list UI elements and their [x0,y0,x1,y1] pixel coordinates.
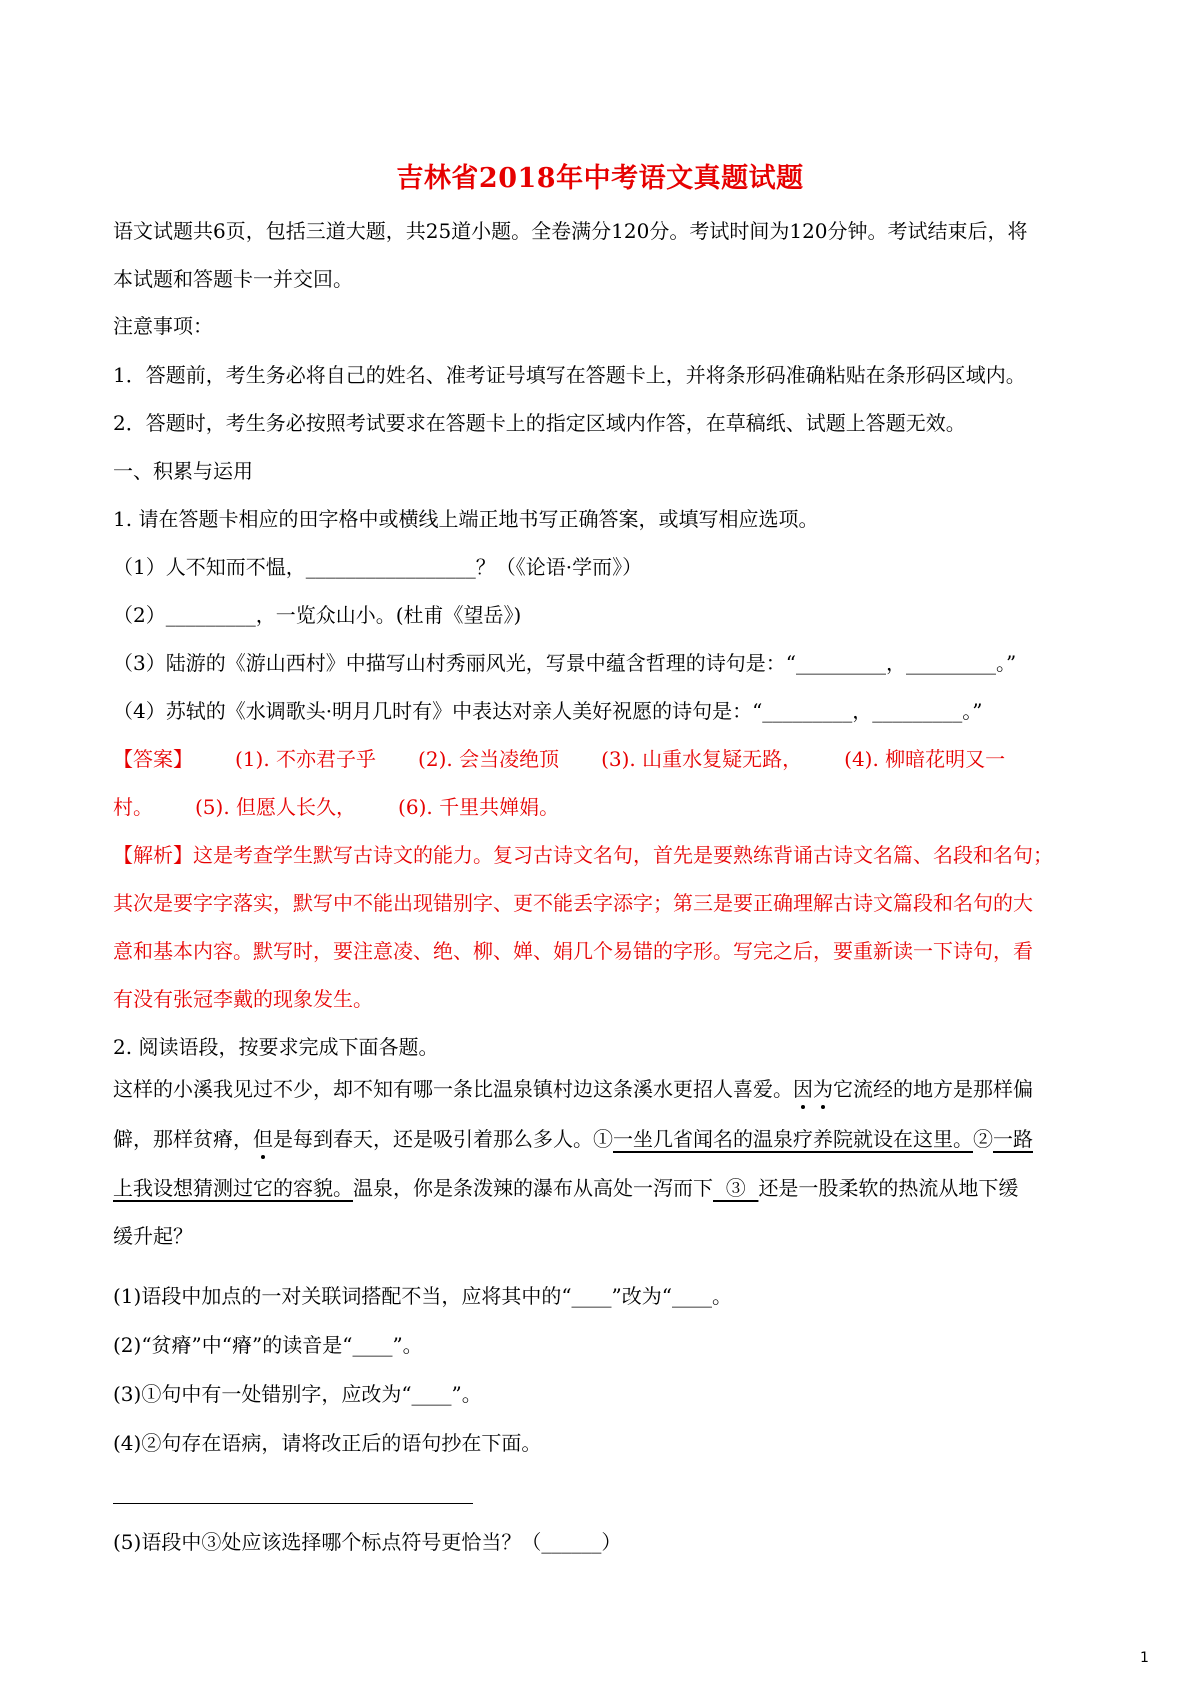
answer-line [113,1503,473,1504]
q1-sub-1: （1）人不知而不愠，_________________？（《论语·学而》） [113,555,643,579]
passage-text: 还是一股柔软的热流从地下缓 [758,1176,1019,1200]
analysis-line-2: 其次是要字字落实，默写中不能出现错别字、更不能丢字添字；第三是要正确理解古诗文篇段和名句的大 [113,891,1033,915]
q1-sub-3: （3）陆游的《游山西村》中描写山村秀丽风光，写景中蕴含哲理的诗句是：“_________，_________。” [113,651,1017,675]
dotted-char: 但 [253,1127,273,1151]
dotted-char: 为 [813,1077,833,1101]
passage-line-4: 缓升起？ [113,1224,193,1248]
analysis-line-4: 有没有张冠李戴的现象发生。 [113,987,373,1011]
q1-answer-line-2 [113,793,559,821]
notes-heading: 注意事项： [113,314,213,338]
q1-sub-4: （4）苏轼的《水调歌头·明月几时有》中表达对亲人美好祝愿的诗句是：“_________，_________。” [113,699,983,723]
dotted-char: 因 [793,1077,813,1101]
answer-1: (1). 不亦君子乎 [235,747,377,771]
underlined-sentence-1: 一坐几省闻名的温泉疗养院就设在这里。 [613,1127,973,1151]
notes-item-1: 1．答题前，考生务必将自己的姓名、准考证号填写在答题卡上，并将条形码准确粘贴在条形码区域内。 [113,363,1026,387]
passage-text: 这样的小溪我见过不少，却不知有哪一条比温泉镇村边这条溪水更招人喜爱。 [113,1077,793,1101]
answer-4-cont: 村。 [113,795,153,819]
passage-text: 温泉，你是条泼辣的瀑布从高处一泻而下 [353,1176,713,1200]
answer-5: (5). 但愿人长久， [195,795,357,819]
underlined-sentence-2-cont: 上我设想猜测过它的容貌。 [113,1176,353,1200]
answer-2: (2). 会当凌绝顶 [418,747,560,771]
answer-4: (4). 柳暗花明又一 [844,747,1006,771]
q1-sub-2: （2）_________，一览众山小。(杜甫《望岳》) [113,603,522,627]
page-title: 吉林省2018年中考语文真题试题 [396,163,804,194]
q2-stem: 2. 阅读语段，按要求完成下面各题。 [113,1035,439,1059]
passage-text: 僻，那样贫瘠， [113,1127,253,1151]
passage-line-2 [113,1125,1033,1153]
notes-item-2: 2．答题时，考生务必按照考试要求在答题卡上的指定区域内作答，在草稿纸、试题上答题无效。 [113,411,966,435]
q2-sub-3: (3)①句中有一处错别字，应改为“____”。 [113,1382,482,1406]
q1-stem: 1. 请在答题卡相应的田字格中或横线上端正地书写正确答案，或填写相应选项。 [113,507,819,531]
q2-sub-5: (5)语段中③处应该选择哪个标点符号更恰当？（______） [113,1530,622,1554]
passage-line-1 [113,1075,1033,1103]
q1-answer-line-1 [113,745,1005,773]
intro-line-1: 语文试题共6页，包括三道大题，共25道小题。全卷满分120分。考试时间为120分钟。考试结束后，将 [113,219,1028,243]
answer-label: 【答案】 [113,747,193,771]
analysis-line-1: 【解析】这是考查学生默写古诗文的能力。复习古诗文名句，首先是要熟练背诵古诗文名篇、名段和名句； [113,843,1053,867]
section-heading: 一、积累与运用 [113,459,253,483]
q2-sub-2: (2)“贫瘠”中“瘠”的读音是“____”。 [113,1333,423,1357]
analysis-line-3: 意和基本内容。默写时，要注意凌、绝、柳、婵、娟几个易错的字形。写完之后，要重新读一下诗句，看 [113,939,1033,963]
page-number: 1 [1140,1650,1149,1666]
underlined-sentence-2: 一路 [993,1127,1033,1151]
passage-text: 是每到春天，还是吸引着那么多人。① [273,1127,613,1151]
intro-line-2: 本试题和答题卡一并交回。 [113,267,353,291]
answer-3: (3). 山重水复疑无路， [601,747,803,771]
q2-sub-4: (4)②句存在语病，请将改正后的语句抄在下面。 [113,1431,542,1455]
q2-sub-1: (1)语段中加点的一对关联词搭配不当，应将其中的“____”改为“____。 [113,1284,733,1308]
blank-3: ③ [713,1176,759,1200]
sentence-marker: ② [973,1127,993,1151]
passage-text: 它流经的地方是那样偏 [833,1077,1033,1101]
answer-6: (6). 千里共婵娟。 [398,795,560,819]
passage-line-3 [113,1174,1018,1202]
